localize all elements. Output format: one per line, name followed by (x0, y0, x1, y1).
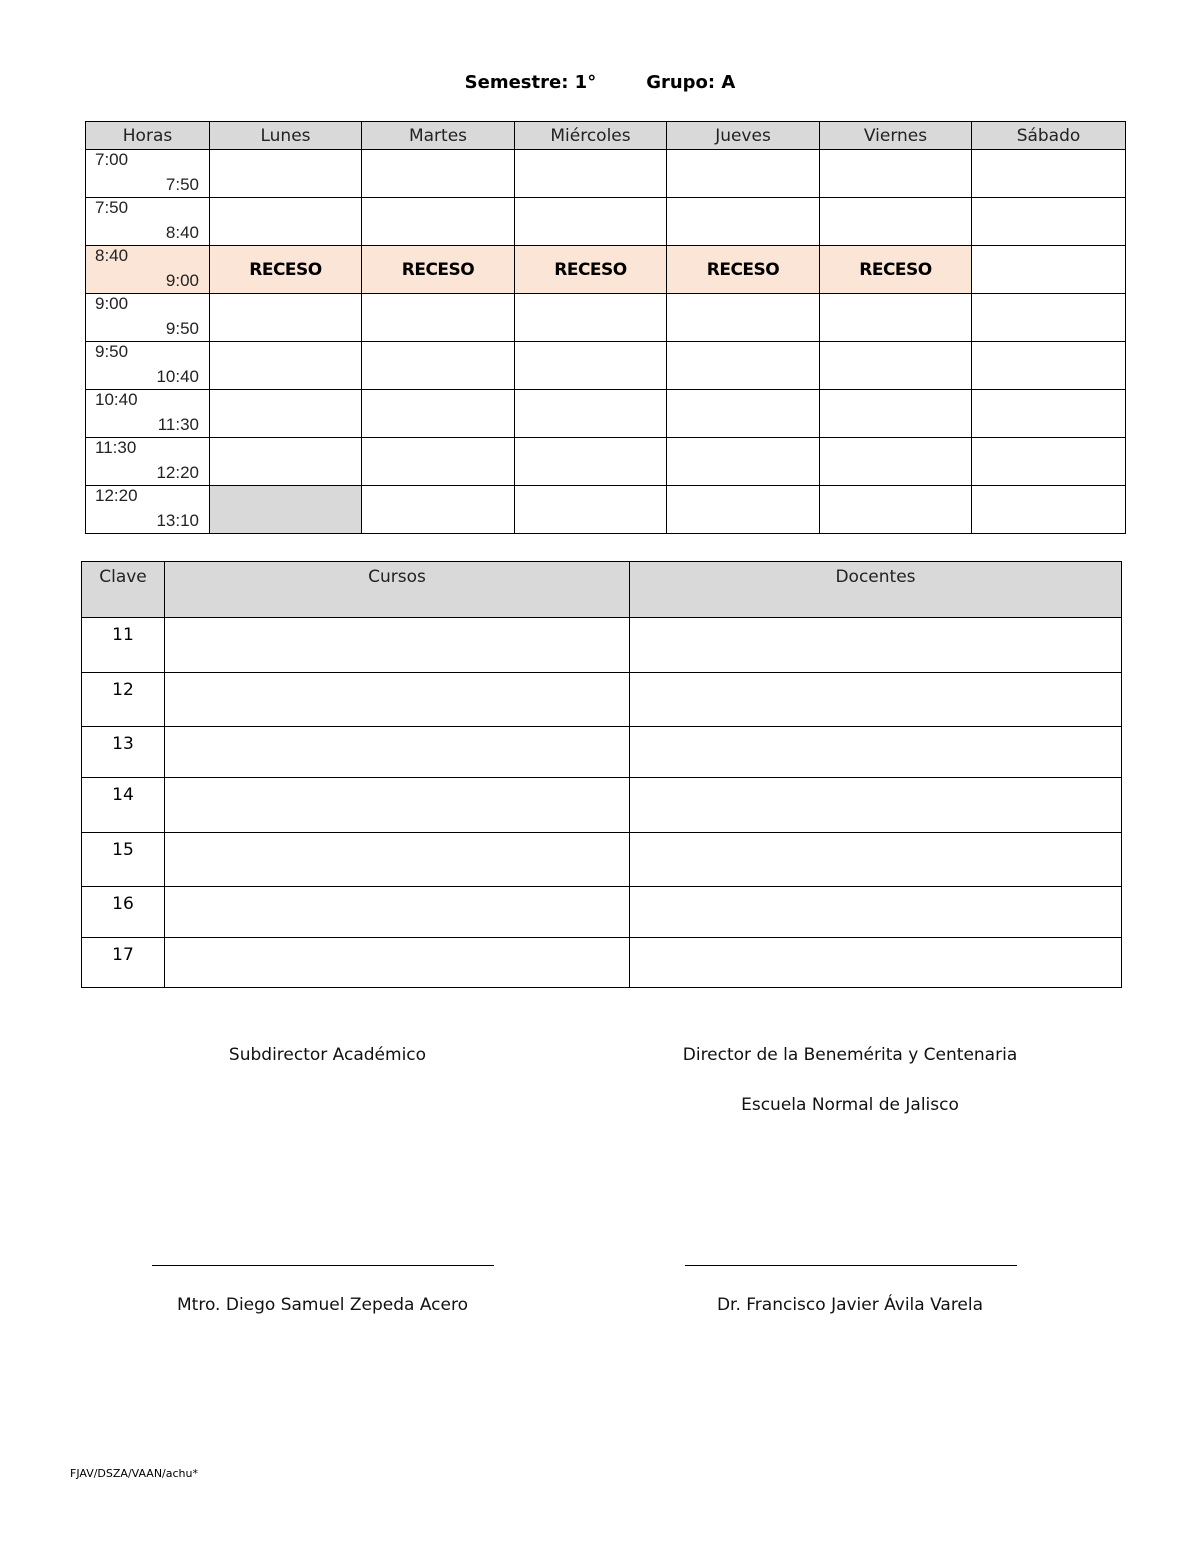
slot-cell-blocked (210, 486, 362, 534)
receso-cell-jueves: RECESO (667, 246, 820, 294)
col-martes: Martes (362, 122, 515, 150)
hour-start: 9:00 (95, 294, 129, 313)
receso-cell-viernes: RECESO (820, 246, 972, 294)
col-lunes: Lunes (210, 122, 362, 150)
slot-cell[interactable] (515, 198, 667, 246)
course-name-cell[interactable] (165, 938, 630, 988)
course-row (82, 887, 1122, 938)
slot-cell[interactable] (820, 390, 972, 438)
hour-cell (86, 438, 210, 486)
semestre-label: Semestre: 1° (464, 72, 597, 93)
slot-cell[interactable] (972, 294, 1126, 342)
schedule-row (86, 390, 1126, 438)
hour-cell (86, 390, 210, 438)
slot-cell[interactable] (515, 438, 667, 486)
course-teacher-cell[interactable] (630, 727, 1122, 778)
slot-cell[interactable] (667, 150, 820, 198)
col-viernes: Viernes (820, 122, 972, 150)
col-sabado: Sábado (972, 122, 1126, 150)
grupo-label: Grupo: A (646, 72, 736, 93)
col-jueves: Jueves (667, 122, 820, 150)
hour-cell (86, 342, 210, 390)
right-signature-role-line1: Director de la Benemérita y Centenaria (682, 1045, 1018, 1065)
course-code: 14 (82, 778, 165, 833)
footer-initials: FJAV/DSZA/VAAN/achu* (70, 1467, 198, 1480)
hour-cell (86, 486, 210, 534)
page-title (0, 72, 1200, 93)
slot-cell[interactable] (667, 438, 820, 486)
slot-cell[interactable] (515, 294, 667, 342)
right-signature-role-line2: Escuela Normal de Jalisco (741, 1095, 959, 1115)
slot-cell[interactable] (820, 198, 972, 246)
course-row (82, 727, 1122, 778)
col-horas: Horas (86, 122, 210, 150)
course-teacher-cell[interactable] (630, 887, 1122, 938)
slot-cell[interactable] (210, 294, 362, 342)
slot-cell[interactable] (210, 342, 362, 390)
schedule-header-row (86, 122, 1126, 150)
course-code: 16 (82, 887, 165, 938)
col-docentes: Docentes (630, 562, 1122, 618)
slot-cell[interactable] (972, 486, 1126, 534)
slot-cell[interactable] (210, 150, 362, 198)
course-row (82, 833, 1122, 887)
course-code: 17 (82, 938, 165, 988)
schedule-row (86, 150, 1126, 198)
slot-cell[interactable] (820, 150, 972, 198)
schedule-row (86, 486, 1126, 534)
slot-cell[interactable] (362, 198, 515, 246)
schedule-row (86, 438, 1126, 486)
course-code: 12 (82, 673, 165, 727)
slot-cell[interactable] (515, 150, 667, 198)
schedule-row (86, 198, 1126, 246)
hour-end: 12:20 (156, 463, 199, 482)
schedule-table (85, 121, 1126, 534)
course-code: 13 (82, 727, 165, 778)
slot-cell[interactable] (667, 390, 820, 438)
slot-cell[interactable] (362, 486, 515, 534)
slot-cell[interactable] (667, 342, 820, 390)
hour-start: 7:50 (95, 198, 129, 217)
schedule-row-break (86, 246, 1126, 294)
hour-end: 7:50 (165, 175, 199, 194)
hour-end: 10:40 (156, 367, 199, 386)
hour-end: 13:10 (156, 511, 199, 530)
hour-start: 10:40 (95, 390, 138, 409)
course-teacher-cell[interactable] (630, 778, 1122, 833)
course-teacher-cell[interactable] (630, 673, 1122, 727)
course-row (82, 778, 1122, 833)
slot-cell[interactable] (210, 390, 362, 438)
course-teacher-cell[interactable] (630, 833, 1122, 887)
slot-cell[interactable] (972, 198, 1126, 246)
slot-cell[interactable] (362, 342, 515, 390)
slot-cell[interactable] (820, 438, 972, 486)
slot-cell[interactable] (667, 198, 820, 246)
slot-cell[interactable] (515, 486, 667, 534)
slot-cell[interactable] (972, 438, 1126, 486)
slot-cell[interactable] (210, 198, 362, 246)
slot-cell[interactable] (820, 342, 972, 390)
course-name-cell[interactable] (165, 887, 630, 938)
course-name-cell[interactable] (165, 778, 630, 833)
hour-start: 11:30 (95, 438, 137, 457)
slot-cell[interactable] (972, 342, 1126, 390)
slot-cell[interactable] (210, 438, 362, 486)
slot-cell[interactable] (972, 390, 1126, 438)
course-code: 11 (82, 618, 165, 673)
slot-cell[interactable] (362, 390, 515, 438)
hour-end: 8:40 (165, 223, 199, 242)
slot-cell[interactable] (362, 294, 515, 342)
course-name-cell[interactable] (165, 727, 630, 778)
slot-cell[interactable] (820, 486, 972, 534)
receso-cell-martes: RECESO (362, 246, 515, 294)
course-row (82, 938, 1122, 988)
left-signature-line (152, 1265, 494, 1266)
course-name-cell[interactable] (165, 618, 630, 673)
hour-start: 12:20 (95, 486, 138, 505)
receso-cell-lunes: RECESO (210, 246, 362, 294)
slot-cell[interactable] (972, 246, 1126, 294)
slot-cell[interactable] (515, 342, 667, 390)
hour-start: 8:40 (95, 246, 129, 265)
hour-cell (86, 294, 210, 342)
hour-cell (86, 198, 210, 246)
hour-end: 9:50 (165, 319, 199, 338)
course-row (82, 618, 1122, 673)
col-miercoles: Miércoles (515, 122, 667, 150)
hour-cell (86, 150, 210, 198)
left-signature-role: Subdirector Académico (228, 1045, 427, 1065)
receso-cell-miercoles: RECESO (515, 246, 667, 294)
course-teacher-cell[interactable] (630, 938, 1122, 988)
course-teacher-cell[interactable] (630, 618, 1122, 673)
slot-cell[interactable] (515, 390, 667, 438)
slot-cell[interactable] (667, 486, 820, 534)
slot-cell[interactable] (667, 294, 820, 342)
slot-cell[interactable] (362, 150, 515, 198)
hour-end: 11:30 (157, 415, 199, 434)
hour-start: 9:50 (95, 342, 129, 361)
courses-table (81, 561, 1122, 988)
slot-cell[interactable] (820, 294, 972, 342)
course-code: 15 (82, 833, 165, 887)
right-signature-line (685, 1265, 1017, 1266)
courses-header-row (82, 562, 1122, 618)
hour-end: 9:00 (165, 271, 199, 290)
hour-start: 7:00 (95, 150, 129, 169)
course-name-cell[interactable] (165, 833, 630, 887)
schedule-row (86, 294, 1126, 342)
slot-cell[interactable] (972, 150, 1126, 198)
hour-cell (86, 246, 210, 294)
schedule-row (86, 342, 1126, 390)
col-clave: Clave (82, 562, 165, 618)
course-row (82, 673, 1122, 727)
col-cursos: Cursos (165, 562, 630, 618)
course-name-cell[interactable] (165, 673, 630, 727)
left-signature-name: Mtro. Diego Samuel Zepeda Acero (177, 1295, 468, 1315)
slot-cell[interactable] (362, 438, 515, 486)
right-signature-name: Dr. Francisco Javier Ávila Varela (716, 1295, 984, 1315)
